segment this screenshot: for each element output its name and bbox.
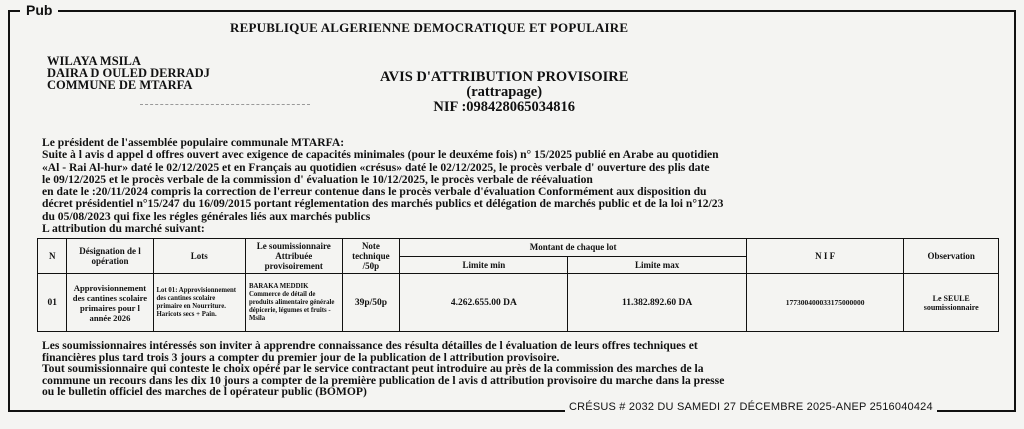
cell-max: 11.382.892.60 DA xyxy=(568,274,747,332)
footer-line: financières plus tard trois 3 jours a compter du premier jour de la publication de l attribution provisoire. xyxy=(42,350,560,364)
body-line: Suite à l avis d appel d offres ouvert avec exigence de capacités minimales (pour le deuxéme fois) n° 15/2025 publié en Arabe au quotidien xyxy=(42,148,719,162)
body-line: en date le :20/11/2024 compris la correction de l'erreur contenue dans le procès verbale d'évaluation Conformément aux disposition du xyxy=(42,185,707,199)
body-line: décret présidentiel n°15/247 du 16/09/2015 portant réglementation des marchés publics et délégation de marchés public et de la loi n°12/23 xyxy=(42,197,724,211)
cell-note: 39p/50p xyxy=(342,274,400,332)
table-header-row xyxy=(38,239,999,257)
header-observation: Observation xyxy=(904,239,999,274)
cell-n: 01 xyxy=(38,274,67,332)
header-lots: Lots xyxy=(153,239,245,274)
daira-line: DAIRA D OULED DERRADJ xyxy=(47,66,210,80)
republic-heading: REPUBLIQUE ALGERIENNE DEMOCRATIQUE ET POPULAIRE xyxy=(230,20,629,35)
header-max: Limite max xyxy=(568,256,747,274)
notice-footer xyxy=(42,340,1007,398)
body-line: le 09/12/2025 et le procès verbale de la commission d' évaluation le 10/12/2025, le procès verbale de réévaluation xyxy=(42,172,593,186)
header-min: Limite min xyxy=(400,256,568,274)
body-line: du 05/08/2023 qui fixe les régles générales liés aux marchés publics xyxy=(42,209,371,223)
table-row xyxy=(38,274,999,332)
header-soumissionnaire: Le soumissionnaire Attribuée provisoirement xyxy=(245,239,342,274)
administration-header xyxy=(47,55,210,91)
header-n: N xyxy=(38,239,67,274)
footer-line: ou le bulletin officiel des marches de l opérateur public (BOMOP) xyxy=(42,385,367,398)
cell-nif: 177300400033175000000 xyxy=(746,274,904,332)
cell-soumissionnaire: BARAKA MEDDIK Commerce de détail de produits alimentaire générale dépicerie, légumes et fruits - Msila xyxy=(245,274,342,332)
footer-line: commune un recours dans les dix 10 jours a compter de la première publication de l avis d attribution provisoire du marche dans la presse xyxy=(42,373,725,387)
nif-number: NIF :098428065034816 xyxy=(433,99,576,115)
notice-title-block xyxy=(380,70,628,115)
attribution-table xyxy=(37,238,999,332)
cell-lots: Lot 01: Approvisionnement des cantines scolaire primaire en Nourriture. Haricots secs + Pain. xyxy=(153,274,245,332)
header-note: Note technique /50p xyxy=(342,239,400,274)
cell-observation: Le SEULE soumissionnaire xyxy=(904,274,999,332)
body-line: «Al - Rai Al-hur» daté le 02/12/2025 et en Français au quotidien «crésus» daté le 02/12/2025, le procès verbale d' ouverture des plis date xyxy=(42,160,710,174)
pub-tag: Pub xyxy=(20,2,58,18)
header-montant: Montant de chaque lot xyxy=(400,239,747,257)
header-designation: Désignation de l opération xyxy=(67,239,153,274)
cell-min: 4.262.655.00 DA xyxy=(400,274,568,332)
commune-line: COMMUNE DE MTARFA xyxy=(47,78,193,92)
wilaya-line: WILAYA MSILA xyxy=(47,54,141,68)
notice-subtitle: (rattrapage) xyxy=(466,84,543,100)
cell-designation: Approvisionnement des cantines scolaire primaires pour l année 2026 xyxy=(67,274,153,332)
footer-line: Tout soumissionnaire qui conteste le choix opéré par le service contractant peut introduire au près de la commission des marches de la xyxy=(42,362,704,375)
body-line: Le président de l'assemblée populaire communale MTARFA: xyxy=(42,136,345,149)
notice-body xyxy=(42,137,1002,235)
header-nif: N I F xyxy=(746,239,904,274)
divider-line xyxy=(140,104,310,105)
body-line: L attribution du marché suivant: xyxy=(42,222,205,236)
footer-line: Les soumissionnaires intéressés son inviter à apprendre connaissance des résulta détailles de l évaluation de leurs offres techniques et xyxy=(42,339,698,352)
notice-title: AVIS D'ATTRIBUTION PROVISOIRE xyxy=(380,69,629,85)
publication-reference: CRÉSUS # 2032 DU SAMEDI 27 DÉCEMBRE 2025-ANEP 2516040424 xyxy=(565,401,937,413)
